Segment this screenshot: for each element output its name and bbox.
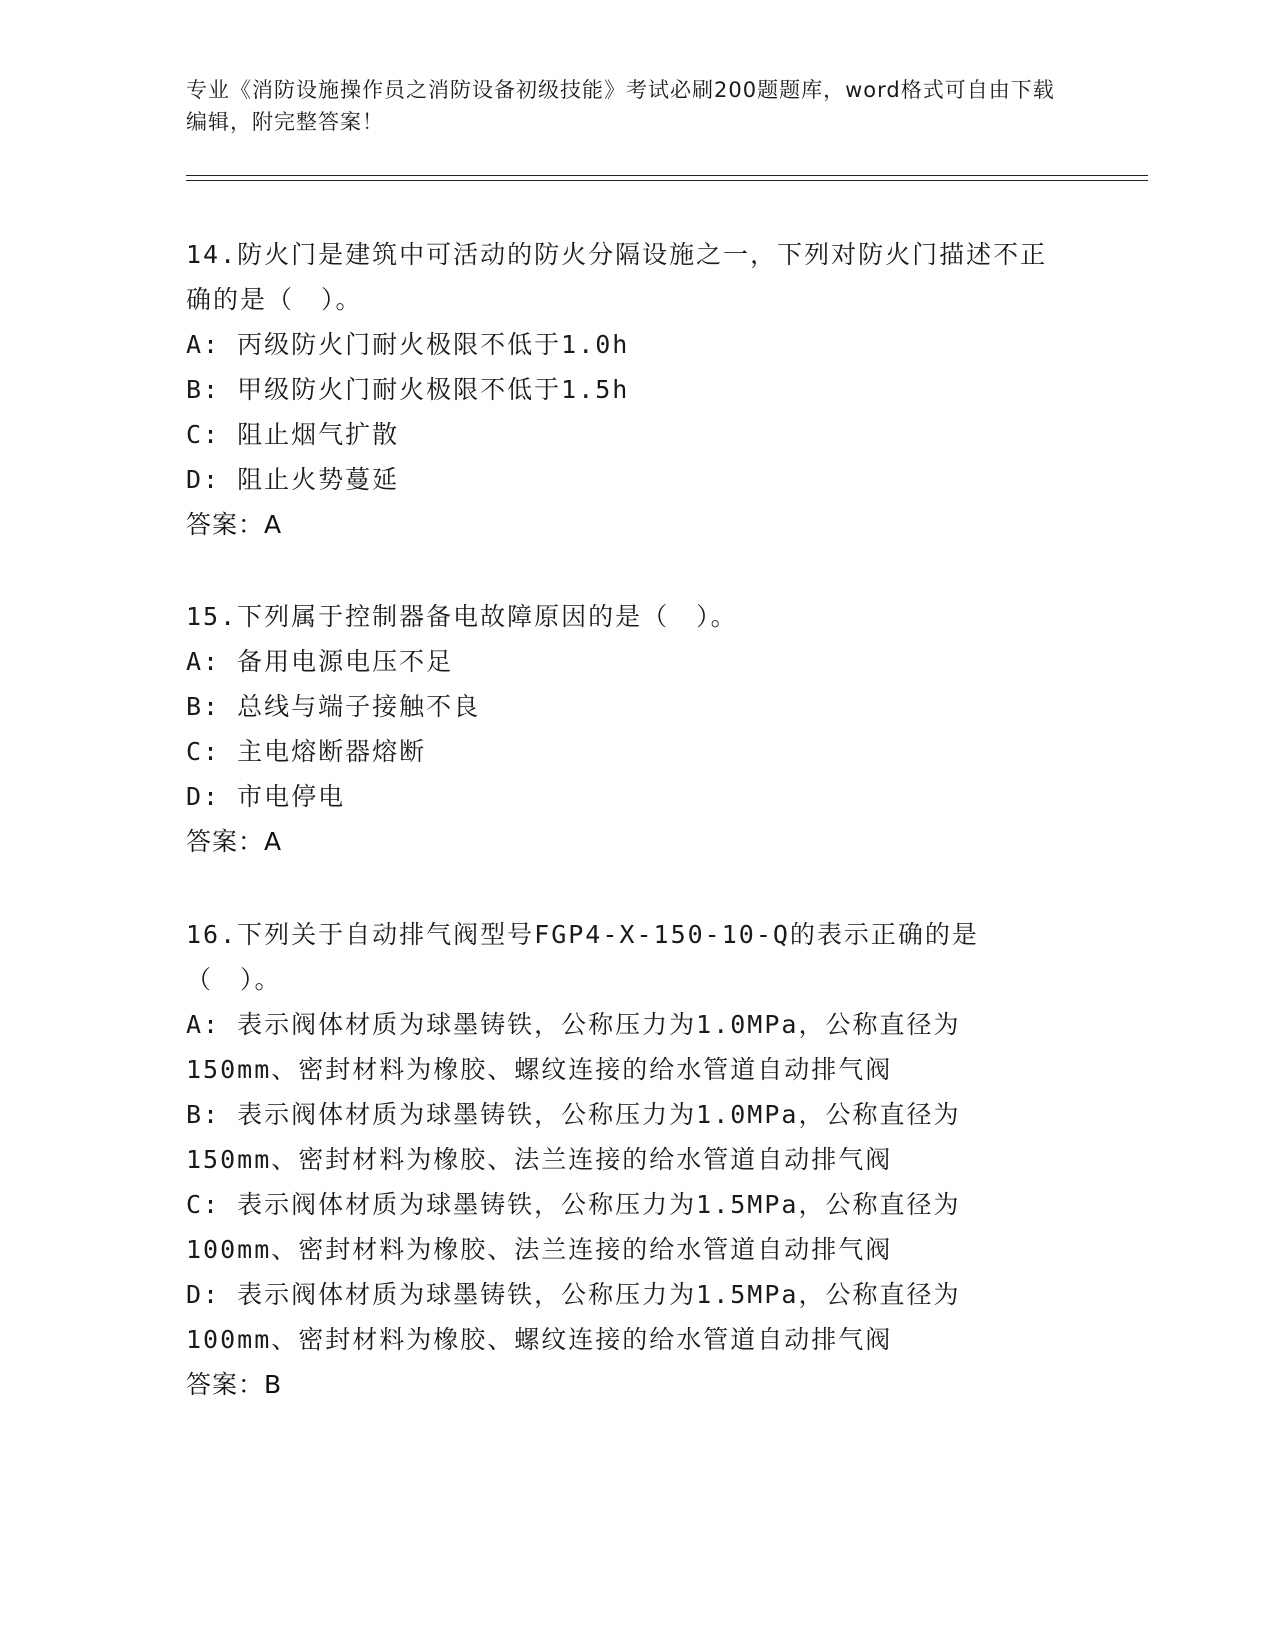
option-d: D: 阻止火势蔓延 (186, 465, 400, 494)
option-c: C: 阻止烟气扩散 (186, 420, 400, 449)
option-c: C: 表示阀体材质为球墨铸铁，公称压力为1.5MPa，公称直径为100mm、密封材料为橡胶、法兰连接的给水管道自动排气阀 (186, 1190, 961, 1264)
answer: 答案：A (186, 827, 283, 856)
option-b: B: 总线与端子接触不良 (186, 692, 481, 721)
option-b: B: 甲级防火门耐火极限不低于1.5h (186, 375, 630, 404)
question-16 (186, 912, 1066, 1407)
answer: 答案：B (186, 1370, 283, 1399)
option-b: B: 表示阀体材质为球墨铸铁，公称压力为1.0MPa，公称直径为150mm、密封材料为橡胶、法兰连接的给水管道自动排气阀 (186, 1100, 961, 1174)
answer: 答案：A (186, 510, 283, 539)
question-stem: 15.下列属于控制器备电故障原因的是（ ）。 (186, 602, 738, 631)
option-a: A: 备用电源电压不足 (186, 647, 454, 676)
question-stem: 14.防火门是建筑中可活动的防火分隔设施之一，下列对防火门描述不正确的是（ ）。 (186, 240, 1048, 314)
header-divider-top (186, 175, 1148, 176)
option-a: A: 表示阀体材质为球墨铸铁，公称压力为1.0MPa，公称直径为150mm、密封材料为橡胶、螺纹连接的给水管道自动排气阀 (186, 1010, 961, 1084)
question-stem: 16.下列关于自动排气阀型号FGP4-X-150-10-Q的表示正确的是（ ）。 (186, 920, 979, 994)
document-header: 专业《消防设施操作员之消防设备初级技能》考试必刷200题题库，word格式可自由下载编辑，附完整答案！ (186, 78, 1055, 134)
question-15 (186, 594, 1066, 864)
header-divider-bottom (186, 180, 1148, 181)
question-14 (186, 232, 1066, 547)
option-a: A: 丙级防火门耐火极限不低于1.0h (186, 330, 630, 359)
option-c: C: 主电熔断器熔断 (186, 737, 427, 766)
option-d: D: 市电停电 (186, 782, 346, 811)
option-d: D: 表示阀体材质为球墨铸铁，公称压力为1.5MPa，公称直径为100mm、密封材料为橡胶、螺纹连接的给水管道自动排气阀 (186, 1280, 961, 1354)
